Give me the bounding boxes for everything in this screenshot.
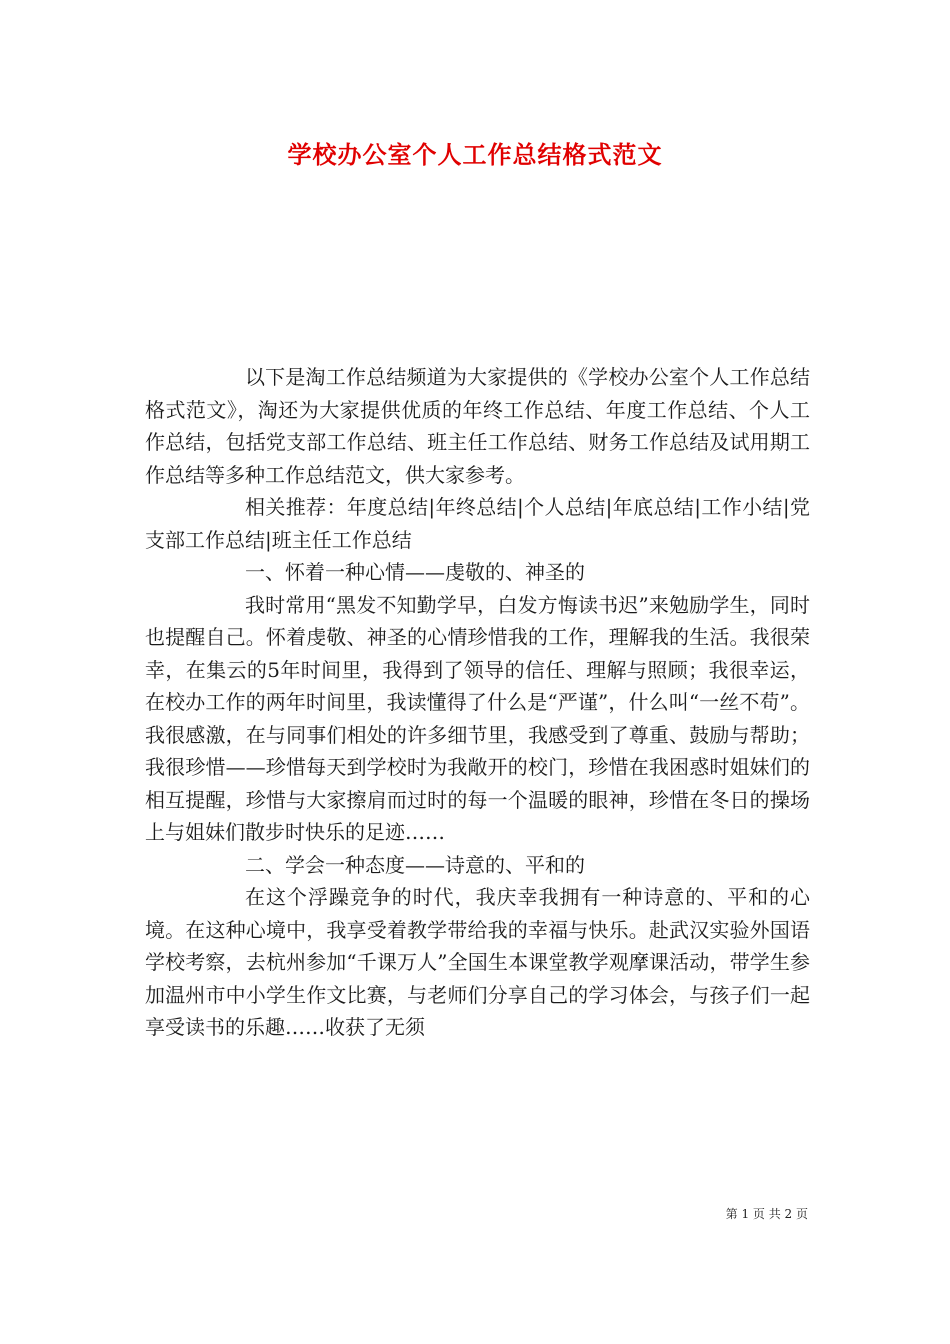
- document-title: 学校办公室个人工作总结格式范文: [287, 140, 663, 169]
- page-number-footer: 第 1 页 共 2 页: [725, 1207, 808, 1221]
- paragraph-section-1: 我时常用“黑发不知勤学早，白发方悔读书迟”来勉励学生，同时也提醒自己。怀着虔敬、神圣的心情珍惜我的工作，理解我的生活。我很荣幸，在集云的5年时间里，我得到了领导的信任、理解与照顾；我很幸运，在校办工作的两年时间里，我读懂得了什么是“严谨”，什么叫“一丝不苟”。我很感激，在与同事们相处的许多细节里，我感受到了尊重、鼓励与帮助；我很珍惜——珍惜每天到学校时为我敞开的校门，珍惜在我困惑时姐妹们的相互提醒，珍惜与大家擦肩而过时的每一个温暖的眼神，珍惜在冬日的操场上与姐妹们散步时快乐的足迹……: [145, 592, 810, 844]
- section-heading-1: 一、怀着一种心情——虔敬的、神圣的: [245, 560, 585, 584]
- document-body: [145, 361, 810, 1044]
- section-heading-2: 二、学会一种态度——诗意的、平和的: [245, 852, 585, 877]
- paragraph-related: 相关推荐：年度总结|年终总结|个人总结|年底总结|工作小结|党支部工作总结|班主任工作总结: [145, 495, 810, 552]
- paragraph-intro: 以下是淘工作总结频道为大家提供的《学校办公室个人工作总结格式范文》，淘还为大家提供优质的年终工作总结、年度工作总结、个人工作总结，包括党支部工作总结、班主任工作总结、财务工作总结及试用期工作总结等多种工作总结范文，供大家参考。: [145, 365, 810, 487]
- paragraph-section-2: 在这个浮躁竞争的时代，我庆幸我拥有一种诗意的、平和的心境。在这种心境中，我享受着教学带给我的幸福与快乐。赴武汉实验外国语学校考察，去杭州参加“千课万人”全国生本课堂教学观摩课活动，带学生参加温州市中小学生作文比赛，与老师们分享自己的学习体会，与孩子们一起享受读书的乐趣……收获了无须: [145, 885, 810, 1039]
